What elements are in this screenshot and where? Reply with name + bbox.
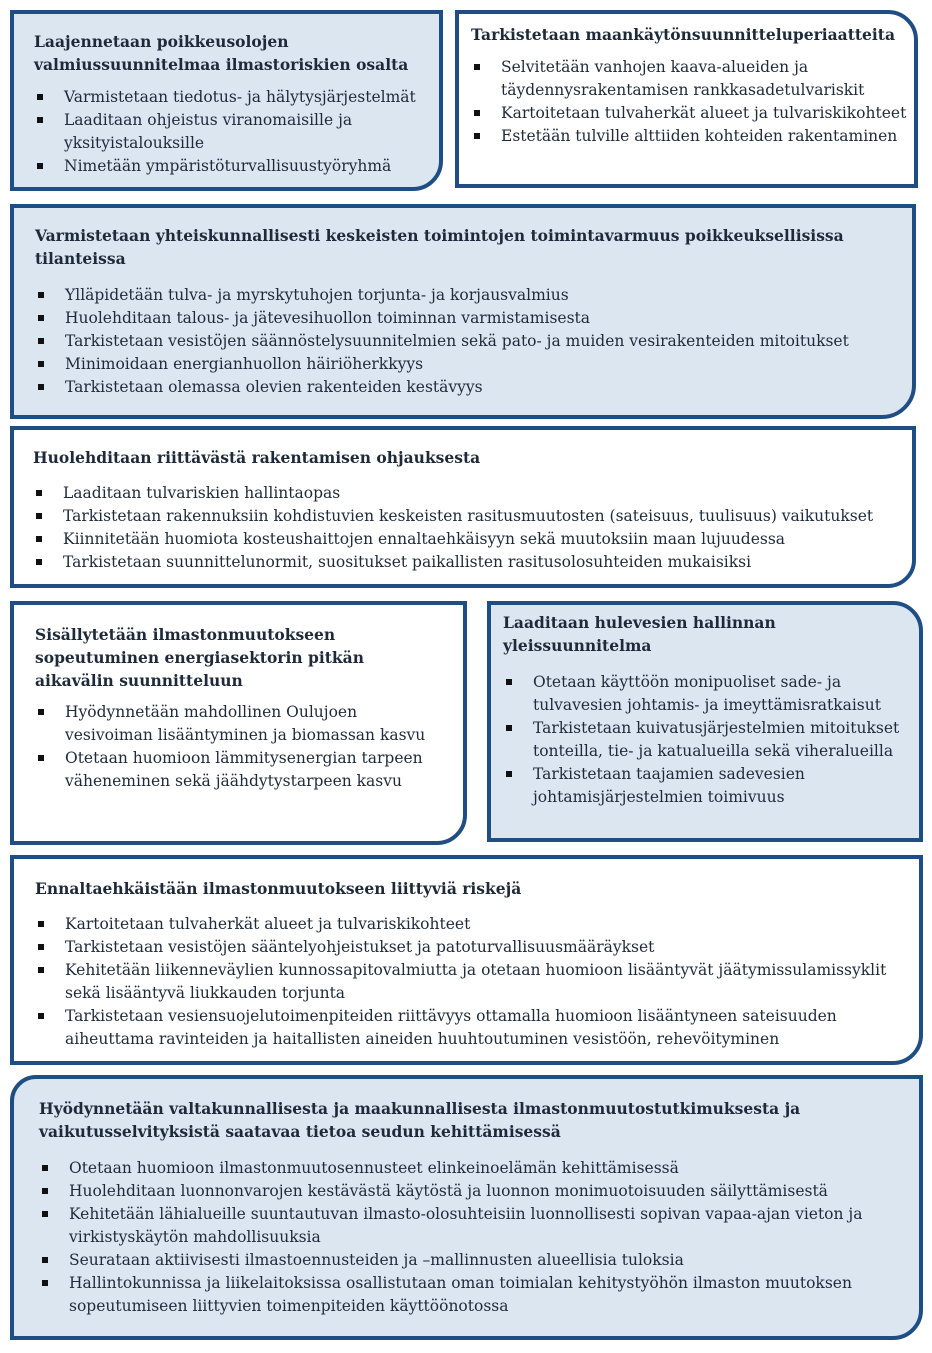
section-heading: Hyödynnetään valtakunnallisesta ja maakunnallisesta ilmastonmuutostutkimuksesta ja vaikutusselvityksistä saatavaa tietoa seudun kehittämisessä	[39, 1099, 801, 1141]
list-item: Huolehditaan luonnonvarojen kestävästä käytöstä ja luonnon monimuotoisuuden säilyttämisestä	[39, 1180, 899, 1203]
bullet-list	[35, 913, 905, 1051]
list-item: Tarkistetaan vesistöjen säännöstelysuunnitelmien sekä pato- ja muiden vesirakenteiden mitoitukset	[35, 330, 895, 353]
section-box-risk-prevention	[10, 855, 923, 1065]
section-box-research-utilization	[10, 1075, 923, 1340]
section-heading: Varmistetaan yhteiskunnallisesti keskeisten toimintojen toimintavarmuus poikkeuksellisissa tilanteissa	[35, 226, 844, 268]
bullet-list	[33, 482, 903, 574]
list-item: Otetaan käyttöön monipuoliset sade- ja tulvavesien johtamis- ja imeyttämisratkaisut	[503, 671, 903, 717]
list-item: Laaditaan ohjeistus viranomaisille ja yksityistalouksille	[34, 109, 434, 155]
list-item: Varmistetaan tiedotus- ja hälytysjärjestelmät	[34, 86, 434, 109]
list-item: Otetaan huomioon lämmitysenergian tarpeen väheneminen sekä jäähdytystarpeen kasvu	[35, 747, 445, 793]
bullet-list	[35, 701, 445, 793]
list-item: Tarkistetaan rakennuksiin kohdistuvien keskeisten rasitusmuutosten (sateisuus, tuulisuus) vaikutukset	[33, 505, 903, 528]
section-box-building-guidance	[10, 426, 916, 588]
section-box-energy-planning	[10, 601, 467, 845]
list-item: Seurataan aktiivisesti ilmastoennusteiden ja –mallinnusten alueellisia tuloksia	[39, 1249, 899, 1272]
section-heading: Tarkistetaan maankäytönsuunnitteluperiaatteita	[471, 25, 896, 44]
list-item: Selvitetään vanhojen kaava-alueiden ja täydennysrakentamisen rankkasadetulvariskit	[471, 56, 911, 102]
section-box-critical-functions	[10, 204, 916, 419]
list-item: Minimoidaan energianhuollon häiriöherkkyys	[35, 353, 895, 376]
bullet-list	[34, 86, 434, 178]
list-item: Kehitetään lähialueille suuntautuvan ilmasto-olosuhteisiin luonnollisesti sopivan vapaa-ajan vieton ja virkistyskäytön mahdollisuuksia	[39, 1203, 899, 1249]
section-heading: Sisällytetään ilmastonmuutokseen sopeutuminen energiasektorin pitkän aikavälin suunnitteluun	[35, 625, 364, 690]
bullet-list	[503, 671, 903, 809]
list-item: Tarkistetaan vesiensuojelutoimenpiteiden riittävyys ottamalla huomioon lisääntyneen sateisuuden aiheuttama ravinteiden ja haitallisten aineiden huuhtoutuminen vesistöön, rehevöityminen	[35, 1005, 905, 1051]
list-item: Kartoitetaan tulvaherkät alueet ja tulvariskikohteet	[471, 102, 911, 125]
section-box-land-use	[455, 10, 918, 188]
list-item: Huolehditaan talous- ja jätevesihuollon toiminnan varmistamisesta	[35, 307, 895, 330]
bullet-list	[35, 284, 895, 399]
list-item: Kiinnitetään huomiota kosteushaittojen ennaltaehkäisyyn sekä muutoksiin maan lujuudessa	[33, 528, 903, 551]
section-box-stormwater	[487, 601, 923, 842]
list-item: Tarkistetaan olemassa olevien rakenteiden kestävyys	[35, 376, 895, 399]
list-item: Nimetään ympäristöturvallisuustyöryhmä	[34, 155, 434, 178]
section-heading: Laaditaan hulevesien hallinnan yleissuunnitelma	[503, 613, 776, 655]
section-box-readiness-plan	[10, 10, 443, 191]
list-item: Tarkistetaan kuivatusjärjestelmien mitoitukset tonteilla, tie- ja katualueilla sekä viheralueilla	[503, 717, 903, 763]
list-item: Kehitetään liikenneväylien kunnossapitovalmiutta ja otetaan huomioon lisääntyvät jäätymissulamissyklit sekä lisääntyvä liukkauden torjunta	[35, 959, 905, 1005]
list-item: Laaditaan tulvariskien hallintaopas	[33, 482, 903, 505]
list-item: Otetaan huomioon ilmastonmuutosennusteet elinkeinoelämän kehittämisessä	[39, 1157, 899, 1180]
list-item: Tarkistetaan vesistöjen sääntelyohjeistukset ja patoturvallisuusmääräykset	[35, 936, 905, 959]
list-item: Tarkistetaan taajamien sadevesien johtamisjärjestelmien toimivuus	[503, 763, 903, 809]
bullet-list	[39, 1157, 899, 1318]
section-heading: Ennaltaehkäistään ilmastonmuutokseen liittyviä riskejä	[35, 879, 522, 898]
list-item: Hallintokunnissa ja liikelaitoksissa osallistutaan oman toimialan kehitystyöhön ilmaston muutoksen sopeutumiseen liittyvien toimenpiteiden käyttöönotossa	[39, 1272, 899, 1318]
list-item: Estetään tulville alttiiden kohteiden rakentaminen	[471, 125, 911, 148]
list-item: Ylläpidetään tulva- ja myrskytuhojen torjunta- ja korjausvalmius	[35, 284, 895, 307]
list-item: Hyödynnetään mahdollinen Oulujoen vesivoiman lisääntyminen ja biomassan kasvu	[35, 701, 445, 747]
list-item: Tarkistetaan suunnittelunormit, suositukset paikallisten rasitusolosuhteiden mukaisiksi	[33, 551, 903, 574]
bullet-list	[471, 56, 911, 148]
section-heading: Huolehditaan riittävästä rakentamisen ohjauksesta	[33, 448, 481, 467]
list-item: Kartoitetaan tulvaherkät alueet ja tulvariskikohteet	[35, 913, 905, 936]
section-heading: Laajennetaan poikkeusolojen valmiussuunnitelmaa ilmastoriskien osalta	[34, 32, 409, 74]
